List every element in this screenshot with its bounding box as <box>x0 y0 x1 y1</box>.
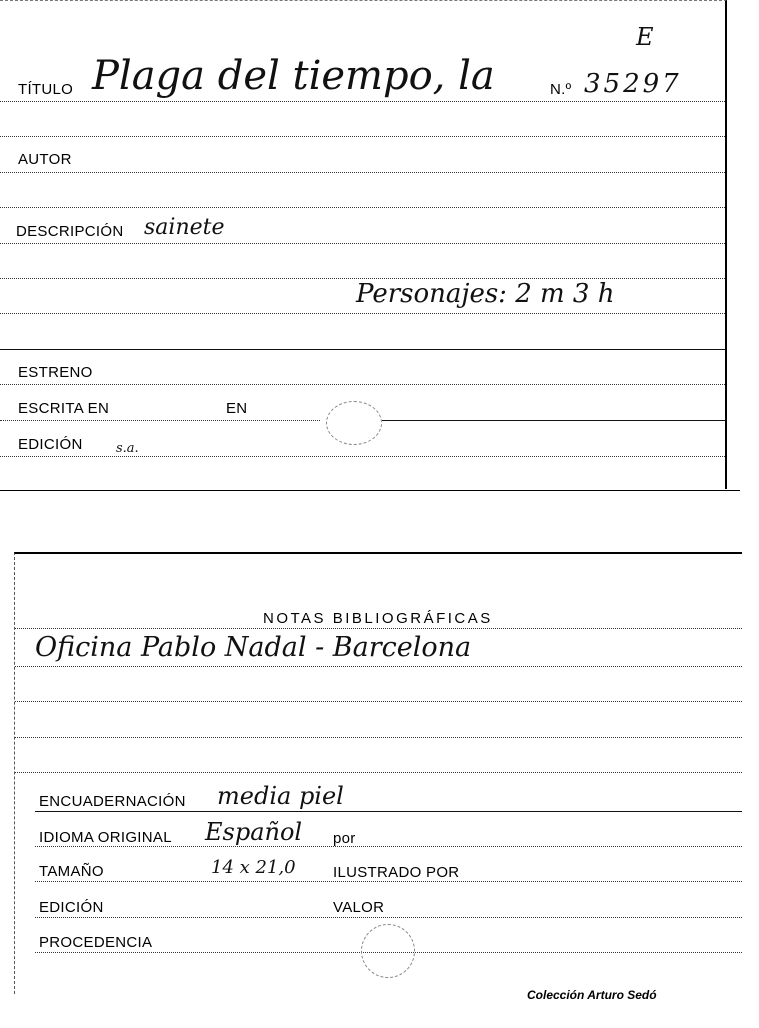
personajes-note: Personajes: 2 m 3 h <box>356 279 615 309</box>
autor-rule <box>0 172 725 173</box>
ilustrado-label: ILUSTRADO POR <box>333 864 460 881</box>
autor-label: AUTOR <box>18 151 72 168</box>
numero-label: N.º <box>550 81 572 98</box>
rule-7 <box>0 313 725 314</box>
estreno-label: ESTRENO <box>18 364 93 381</box>
valor-label: VALOR <box>333 899 385 916</box>
en-label: EN <box>226 400 248 417</box>
idioma-label: IDIOMA ORIGINAL <box>39 829 172 846</box>
titulo-value: Plaga del tiempo, la <box>92 53 495 99</box>
rule-b3 <box>15 701 742 702</box>
estreno-rule <box>0 384 725 385</box>
idioma-rule <box>35 846 742 847</box>
notas-line: Oficina Pablo Nadal - Barcelona <box>35 632 472 663</box>
edicion-label: EDICIÓN <box>18 436 83 453</box>
catalog-card-top <box>0 0 727 489</box>
tamano-rule <box>35 881 742 882</box>
numero-value: 35297 <box>584 69 682 99</box>
edicion-b-rule <box>35 917 742 918</box>
descripcion-value: sainete <box>144 215 225 240</box>
encuadernacion-value: media piel <box>217 782 344 810</box>
descripcion-label: DESCRIPCIÓN <box>16 223 124 240</box>
escrita-rule-right <box>382 420 725 421</box>
rule-8 <box>0 349 725 350</box>
escrita-rule-left <box>0 420 320 421</box>
titulo-label: TÍTULO <box>18 81 74 98</box>
escrita-en-label: ESCRITA EN <box>18 400 110 417</box>
por-label: por <box>333 830 356 847</box>
rule-4 <box>0 207 725 208</box>
encuadernacion-label: ENCUADERNACIÓN <box>39 793 186 810</box>
descripcion-rule <box>0 243 725 244</box>
edicion-b-label: EDICIÓN <box>39 899 104 916</box>
rule-b2 <box>15 666 742 667</box>
rule-2 <box>0 136 725 137</box>
rule-b4 <box>15 737 742 738</box>
tamano-label: TAMAÑO <box>39 863 104 880</box>
collection-footer: Colección Arturo Sedó <box>527 988 657 1002</box>
punch-hole-top <box>326 401 382 445</box>
catalog-card-bottom <box>14 552 742 1002</box>
titulo-rule <box>0 101 725 102</box>
edicion-value: s.a. <box>116 441 139 456</box>
encuadernacion-rule <box>35 811 742 812</box>
notas-heading: NOTAS BIBLIOGRÁFICAS <box>263 610 493 627</box>
rule-b5 <box>15 772 742 773</box>
card-separator <box>0 490 740 491</box>
punch-hole-bottom <box>361 924 415 978</box>
notas-rule <box>15 628 742 629</box>
idioma-value: Español <box>205 818 303 846</box>
tamano-value: 14 x 21,0 <box>211 857 296 878</box>
corner-mark: E <box>636 23 654 51</box>
edicion-rule <box>0 456 725 457</box>
procedencia-label: PROCEDENCIA <box>39 934 153 951</box>
